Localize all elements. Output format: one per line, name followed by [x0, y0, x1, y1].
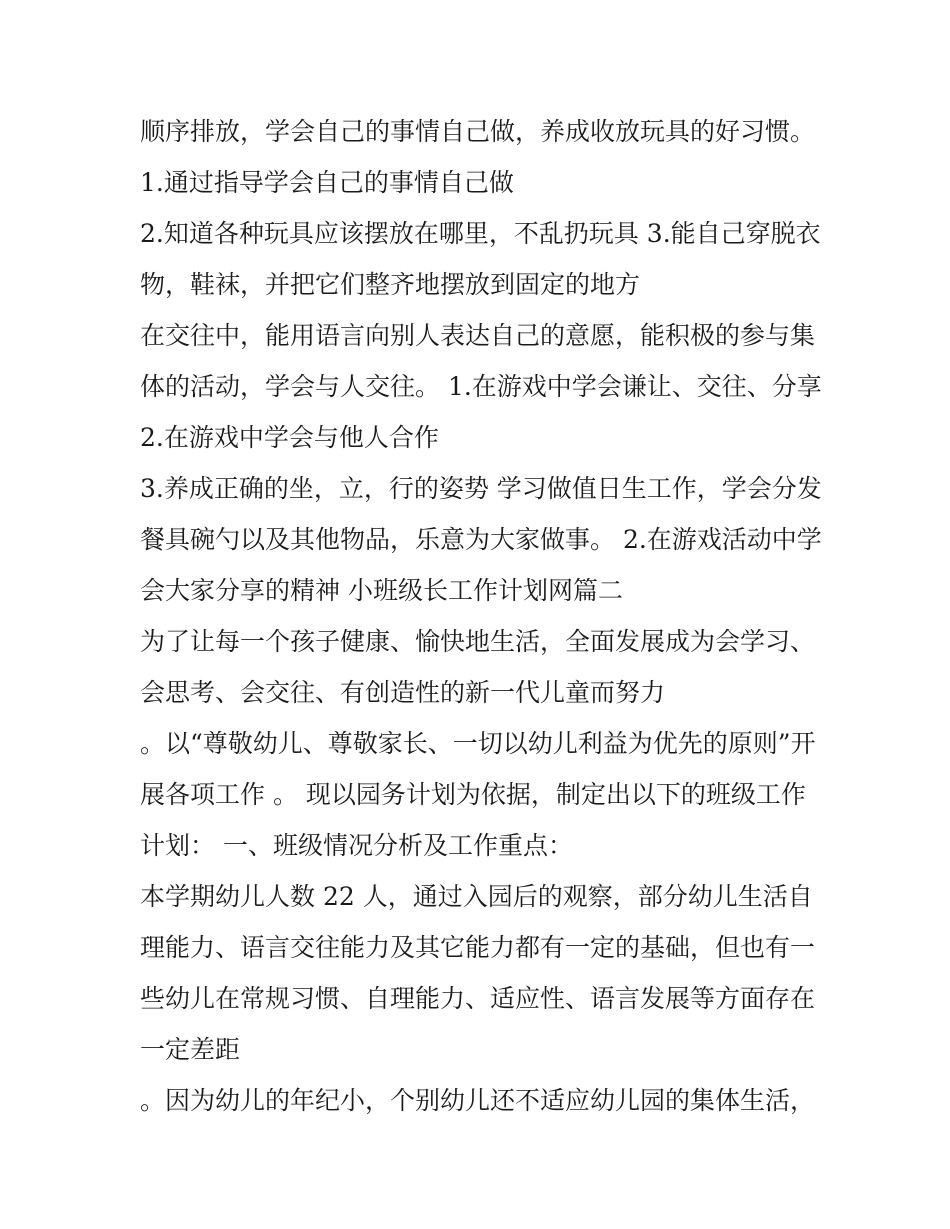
text-line: 体的活动，学会与人交往。 1.在游戏中学会谦让、交往、分享 — [140, 372, 822, 401]
text-line: 顺序排放，学会自己的事情自己做，养成收放玩具的好习惯。 — [140, 117, 816, 146]
text-line: 。以“尊敬幼儿、尊敬家长、一切以幼儿利益为优先的原则”开 — [140, 729, 816, 758]
text-line: 展各项工作 。 现以园务计划为依据，制定出以下的班级工作 — [140, 780, 806, 809]
text-line: 在交往中，能用语言向别人表达自己的意愿，能积极的参与集 — [140, 321, 816, 350]
text-line: 为了让每一个孩子健康、愉快地生活，全面发展成为会学习、 — [140, 627, 816, 656]
text-line: 物，鞋袜，并把它们整齐地摆放到固定的地方 — [140, 270, 641, 299]
text-line: 3.养成正确的坐，立，行的姿势 学习做值日生工作，学会分发 — [140, 474, 822, 503]
document-body — [140, 106, 820, 1126]
text-line: 本学期幼儿人数 22 人，通过入园后的观察，部分幼儿生活自 — [140, 882, 813, 911]
text-line: 餐具碗勺以及其他物品，乐意为大家做事。 2.在游戏活动中学 — [140, 525, 822, 554]
text-line: 2.在游戏中学会与他人合作 — [140, 423, 439, 452]
text-line: 2.知道各种玩具应该摆放在哪里，不乱扔玩具 3.能自己穿脱衣 — [140, 219, 821, 248]
text-line: 些幼儿在常规习惯、自理能力、适应性、语言发展等方面存在 — [140, 984, 816, 1013]
text-line: 会大家分享的精神 小班级长工作计划网篇二 — [140, 576, 623, 605]
text-line: 会思考、会交往、有创造性的新一代儿童而努力 — [140, 678, 666, 707]
text-line: 理能力、语言交往能力及其它能力都有一定的基础，但也有一 — [140, 933, 816, 962]
text-line: 。因为幼儿的年纪小，个别幼儿还不适应幼儿园的集体生活， — [140, 1086, 816, 1115]
text-line: 计划： 一、班级情况分析及工作重点： — [140, 831, 573, 860]
text-line: 一定差距 — [140, 1035, 241, 1064]
text-line: 1.通过指导学会自己的事情自己做 — [140, 168, 514, 197]
